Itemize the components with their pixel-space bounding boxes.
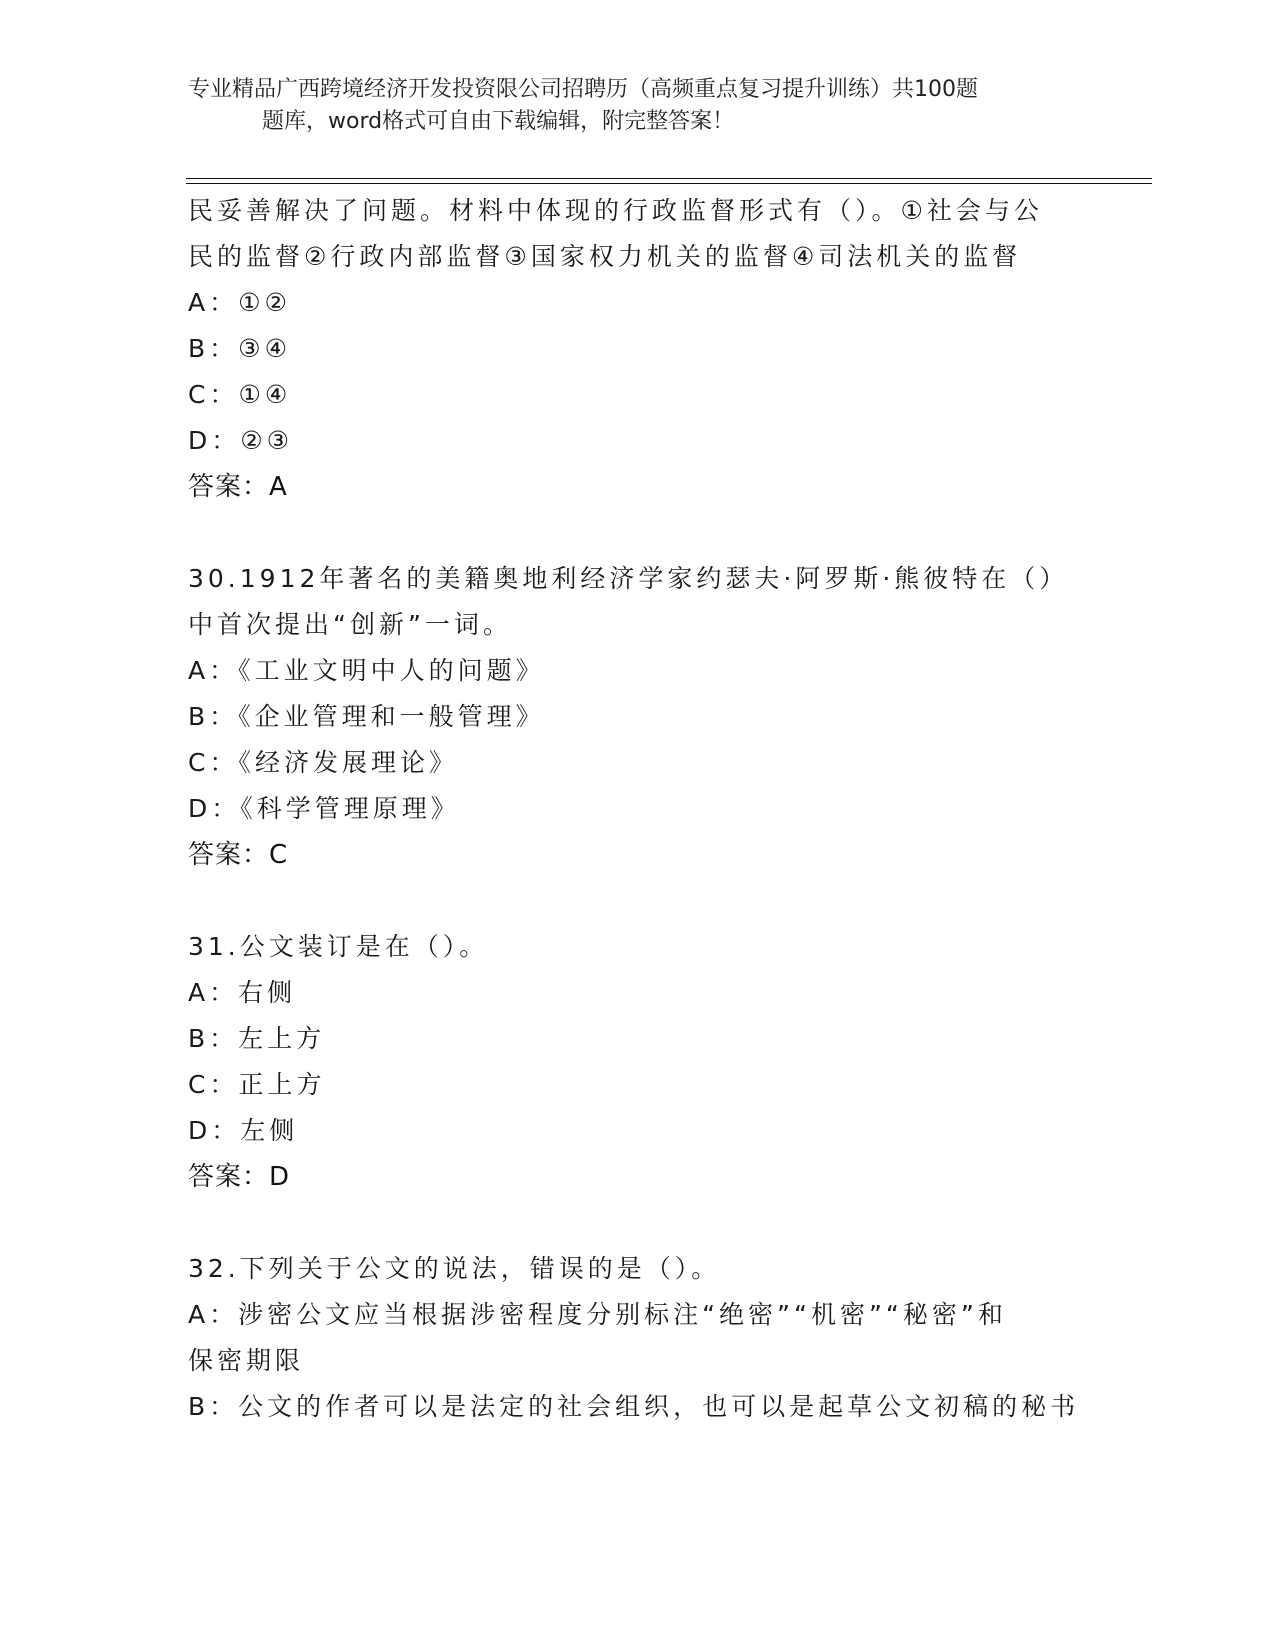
header-title-line1: 专业精品广西跨境经济开发投资限公司招聘历（高频重点复习提升训练）共100题 — [188, 77, 978, 102]
option-a-continued: 保密期限 — [188, 1346, 305, 1375]
option-d: D：左侧 — [188, 1116, 299, 1145]
question-stem: 30.1912年著名的美籍奥地利经济学家约瑟夫·阿罗斯·熊彼特在（） — [188, 564, 1069, 593]
header-divider-bottom — [186, 183, 1152, 184]
question-29 — [188, 188, 1088, 510]
option-a: A：①② — [188, 288, 291, 317]
option-b: B：《企业管理和一般管理》 — [188, 702, 545, 731]
spacer — [188, 510, 1088, 556]
question-30 — [188, 556, 1088, 878]
option-b: B：③④ — [188, 334, 291, 363]
spacer — [188, 1200, 1088, 1246]
option-c: C：《经济发展理论》 — [188, 748, 458, 777]
option-b: B：公文的作者可以是法定的社会组织，也可以是起草公文初稿的秘书 — [188, 1392, 1080, 1421]
question-stem: 中首次提出“创新”一词。 — [188, 610, 512, 639]
page-header — [188, 74, 1088, 138]
question-stem: 民妥善解决了问题。材料中体现的行政监督形式有（）。①社会与公 — [188, 196, 1043, 225]
option-a: A：《工业文明中人的问题》 — [188, 656, 545, 685]
option-a: A：涉密公文应当根据涉密程度分别标注“绝密”“机密”“秘密”和 — [188, 1300, 1007, 1329]
spacer — [188, 878, 1088, 924]
option-d: D：②③ — [188, 426, 294, 455]
option-b: B：左上方 — [188, 1024, 326, 1053]
question-stem: 32.下列关于公文的说法，错误的是（）。 — [188, 1254, 721, 1283]
header-title-line2: 题库，word格式可自由下载编辑，附完整答案！ — [262, 109, 735, 134]
answer-label: 答案：D — [188, 1162, 291, 1192]
question-32 — [188, 1246, 1088, 1430]
question-stem: 民的监督②行政内部监督③国家权力机关的监督④司法机关的监督 — [188, 242, 1022, 271]
header-divider-top — [186, 178, 1152, 179]
option-d: D：《科学管理原理》 — [188, 794, 460, 823]
option-c: C：①④ — [188, 380, 292, 409]
option-c: C：正上方 — [188, 1070, 326, 1099]
answer-label: 答案：C — [188, 840, 289, 870]
question-stem: 31.公文装订是在（）。 — [188, 932, 489, 961]
question-list — [188, 188, 1088, 1430]
question-31 — [188, 924, 1088, 1200]
answer-label: 答案：A — [188, 472, 288, 502]
option-a: A：右侧 — [188, 978, 297, 1007]
